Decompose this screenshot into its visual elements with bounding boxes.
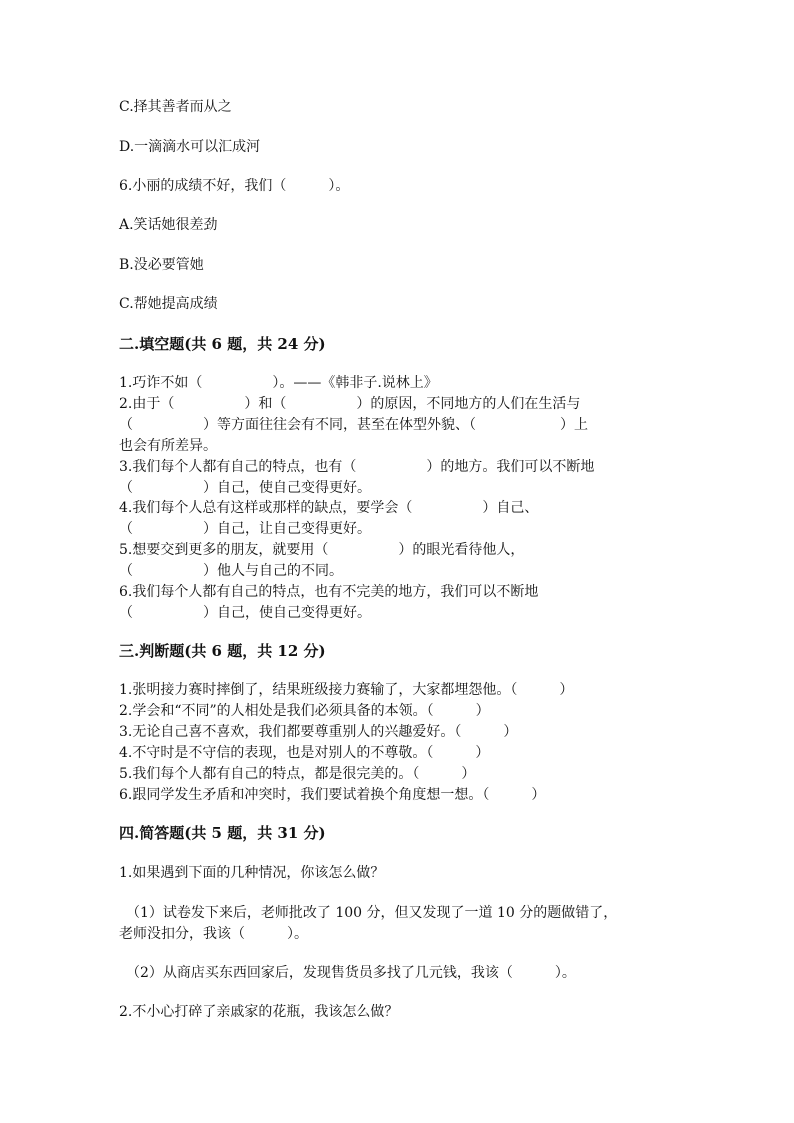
short-answer-1-sub1-line2: 老师没扣分，我该（ ）。 <box>119 926 308 942</box>
fill-blank-1: 1.巧诈不如（ ）。——《韩非子.说林上》 <box>119 375 438 391</box>
true-false-2: 2.学会和“不同”的人相处是我们必须具备的本领。（ ） <box>119 703 490 719</box>
fill-blank-2-line1: 2.由于（ ）和（ ）的原因，不同地方的人们在生活与 <box>119 396 581 412</box>
true-false-4: 4.不守时是不守信的表现，也是对别人的不尊敬。（ ） <box>119 745 490 761</box>
true-false-6: 6.跟同学发生矛盾和冲突时，我们要试着换个角度想一想。（ ） <box>119 787 546 803</box>
fill-blank-6-line1: 6.我们每个人都有自己的特点，也有不完美的地方，我们可以不断地 <box>119 584 539 600</box>
option-c-q5: C.择其善者而从之 <box>119 99 232 115</box>
true-false-5: 5.我们每个人都有自己的特点，都是很完美的。（ ） <box>119 766 476 782</box>
section-heading-short-answer: 四.简答题(共 5 题，共 31 分) <box>119 824 326 842</box>
short-answer-1-sub1-line1: （1）试卷发下来后，老师批改了 100 分，但又发现了一道 10 分的题做错了， <box>126 905 618 921</box>
fill-blank-5-line2: （ ）他人与自己的不同。 <box>119 563 343 579</box>
fill-blank-5-line1: 5.想要交到更多的朋友，就要用（ ）的眼光看待他人， <box>119 542 525 558</box>
option-c-q6: C.帮她提高成绩 <box>119 296 218 312</box>
option-d-q5: D.一滴滴水可以汇成河 <box>119 139 261 155</box>
option-b-q6: B.没必要管她 <box>119 257 204 273</box>
fill-blank-3-line2: （ ）自己，使自己变得更好。 <box>119 480 371 496</box>
fill-blank-2-line2: （ ）等方面往往会有不同，甚至在体型外貌、（ ）上 <box>119 417 588 433</box>
option-a-q6: A.笑话她很差劲 <box>119 217 218 233</box>
question-6: 6.小丽的成绩不好，我们（ ）。 <box>119 178 350 194</box>
short-answer-2: 2.不小心打碎了亲戚家的花瓶，我该怎么做？ <box>119 1004 399 1020</box>
short-answer-1: 1.如果遇到下面的几种情况，你该怎么做？ <box>119 865 385 881</box>
section-heading-true-false: 三.判断题(共 6 题，共 12 分) <box>119 642 326 660</box>
fill-blank-3-line1: 3.我们每个人都有自己的特点，也有（ ）的地方。我们可以不断地 <box>119 459 595 475</box>
short-answer-1-sub2: （2）从商店买东西回家后，发现售货员多找了几元钱，我该（ ）。 <box>126 965 576 981</box>
fill-blank-6-line2: （ ）自己，使自己变得更好。 <box>119 605 371 621</box>
fill-blank-4-line2: （ ）自己，让自己变得更好。 <box>119 521 371 537</box>
true-false-1: 1.张明接力赛时摔倒了，结果班级接力赛输了，大家都埋怨他。（ ） <box>119 682 574 698</box>
section-heading-fill-blank: 二.填空题(共 6 题，共 24 分) <box>119 335 326 353</box>
fill-blank-4-line1: 4.我们每个人总有这样或那样的缺点，要学会（ ）自己、 <box>119 500 539 516</box>
true-false-3: 3.无论自己喜不喜欢，我们都要尊重别人的兴趣爱好。（ ） <box>119 724 518 740</box>
fill-blank-2-line3: 也会有所差异。 <box>119 438 217 454</box>
